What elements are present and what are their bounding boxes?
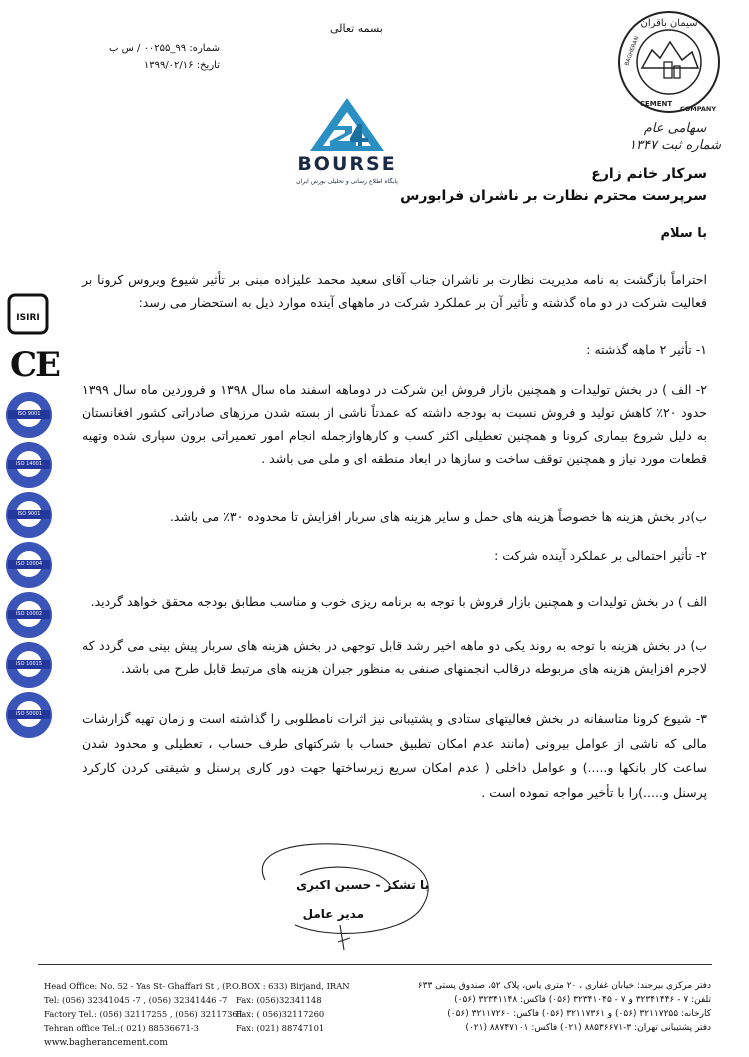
footer-persian xyxy=(366,979,711,1035)
bourse-brand: BOURSE xyxy=(297,153,397,175)
logo-top-text: سیمان باقران xyxy=(640,18,698,29)
isiri-text: ISIRI xyxy=(16,313,40,323)
isiri-logo xyxy=(6,292,58,340)
footer-english xyxy=(44,979,374,1035)
iso-badge-icon: ISO 9001 xyxy=(6,492,52,538)
greeting: با سلام xyxy=(660,226,707,241)
addressee xyxy=(307,163,707,207)
logo-company: COMPANY xyxy=(679,105,717,113)
section2-a: الف ) در بخش تولیدات و همچنین بازار فروش با توجه به برنامه ریزی خوب و مناسب مطابق بودجه محقق خواهد گردید. xyxy=(90,594,707,609)
footer-tel-en: Tel: (056) 32341045 -7 , (056) 32341446 -7 xyxy=(44,995,228,1005)
footer-tehran-fa: دفتر پشتیبانی تهران: ۳-۸۸۵۳۶۶۷۱ (۰۲۱) فاکس: ۸۸۷۴۷۱۰۱ (۰۲۱) xyxy=(465,1023,711,1033)
footer-fax-en: Fax: (056)32341148 xyxy=(236,995,322,1005)
footer-office-fa: دفتر مرکزی بیرجند: خیابان غفاری ، ۲۰ متری یاس، پلاک ۵۲، صندوق پستی ۶۳۳ xyxy=(417,981,711,991)
iso-badge-icon: ISO 10002 xyxy=(6,592,52,638)
reference-number: شماره: ۹۹_۰۰۲۵۵ / س ب xyxy=(109,43,220,54)
footer-tel-fa: تلفن: ۷ - ۳۲۳۴۱۴۴۶ و ۷ - ۳۲۳۴۱۰۴۵ (۰۵۶) فاکس: ۳۲۳۴۱۱۴۸ (۰۵۶) xyxy=(454,995,711,1005)
bourse-subtitle: پایگاه اطلاع رسانی و تحلیلی بورس ایران xyxy=(296,178,398,185)
iso-badge-icon: ISO 9001 xyxy=(6,392,52,438)
section1-title: ۱- تأثیر ۲ ماهه گذشته : xyxy=(586,342,707,357)
iso-badge-icon: ISO 50001 xyxy=(6,692,52,738)
iso-badge-icon: ISO 10015 xyxy=(6,642,52,688)
company-logo xyxy=(612,6,727,118)
signature-title: مدیر عامل xyxy=(302,907,364,921)
footer-factory-fa: کارخانه: ۳۲۱۱۷۲۵۵ (۰۵۶) و ۳۲۱۱۷۳۶۱ (۰۵۶) فاکس: ۳۲۱۱۷۲۶۰ (۰۵۶) xyxy=(447,1009,711,1019)
addressee-name: سرکار خانم زارع xyxy=(591,166,707,182)
basmala: بسمه تعالی xyxy=(330,22,383,35)
iso-badge-icon: ISO 14001 xyxy=(6,442,52,488)
section3: ۳- شیوع کرونا متاسفانه در بخش فعالیتهای ستادی و پشتیبانی نیز اثرات نامطلوبی را گذاشته است و زمان تهیه گزارشات مالی که ناشی از عوامل بیرونی (مانند عدم امکان تطبیق حساب با شرکتهای طرف حساب ، تعطیلی و محدود شدن ساعت کار بانکها و.....) و عوامل داخلی ( عدم امکان سریع زیرساختها جهت دور کاری پرسنل و شیفتی کردن کارکرد پرسنل و.....)را با تأخیر مواجه نموده است . xyxy=(82,711,707,800)
company-seal-icon xyxy=(612,6,727,118)
ce-mark: CE xyxy=(10,345,59,385)
registration xyxy=(620,120,730,154)
iso-badges xyxy=(6,392,58,742)
section1-a: ۲- الف ) در بخش تولیدات و همچنین بازار فروش این شرکت در دوماهه اسفند ماه سال ۱۳۹۸ و فروردین ماه سال ۱۳۹۹ حدود ۲۰٪ کاهش تولید و فروش نسبت به بودجه داشته که عمدتاً ناشی از بسته شدن مرزهای صادراتی کشور افغانستان به دلیل شروع بیماری کرونا و همچنین تعطیلی اکثر کسب و کارهاوازجمله انجام امور تعمیراتی برون سپاری شده وتهیه قطعات مورد نیاز و همچنین توقف ساخت و سازها در ابعاد منطقه ای و ملی می باشد . xyxy=(82,382,708,466)
footer-tehran-en: Tehran office Tel.:( 021) 88536671-3 xyxy=(44,1023,200,1033)
footer-divider xyxy=(38,964,712,965)
reference-date: تاریخ: ۱۳۹۹/۰۲/۱۶ xyxy=(143,60,220,71)
registration-number: شماره ثبت ۱۳۴۷ xyxy=(629,138,721,153)
footer-factory-en: Factory Tel.: (056) 32117255 , (056) 32117361 xyxy=(44,1009,244,1019)
addressee-title: سرپرست محترم نظارت بر ناشران فرابورس xyxy=(400,188,707,204)
signature-icon xyxy=(240,830,460,960)
section1-b: ب)در بخش هزینه ها خصوصاً هزینه های حمل و سایر هزینه های سربار افزایش تا محدوده ۳۰٪ می باشد. xyxy=(169,509,707,524)
footer-factory-fax-en: Fax: ( 056)32117260 xyxy=(236,1009,325,1019)
section2-b: ب) در بخش هزینه با توجه به روند یکی دو ماهه اخیر رشد قابل توجهی در بخش هزینه های سربار پیش بینی می گردد که لاجرم افزایش هزینه های مربوطه درقالب انجمنهای صنفی به منظور جبران هزینه های مرتبط قابل طرح می باشد. xyxy=(82,638,707,676)
logo-side-text: BAGHERAN xyxy=(624,35,641,67)
intro-paragraph: احتراماً بازگشت به نامه مدیریت نظارت بر ناشران جناب آقای سعید محمد علیزاده مبنی بر تأثیر شیوع ویروس کرونا بر فعالیت شرکت در دو ماه گذشته و تأثیر آن بر عملکرد شرکت در ماههای آینده موارد ذیل به استحضار می رسد: xyxy=(82,272,707,310)
section2-title: ۲- تأثیر احتمالی بر عملکرد آینده شرکت : xyxy=(494,548,707,563)
signature-thanks: با تشکر - حسین اکبری xyxy=(296,878,429,892)
reference-block xyxy=(70,40,220,74)
footer-website[interactable]: www.bagherancement.com xyxy=(44,1038,168,1048)
registration-type: سهامی عام xyxy=(643,121,707,136)
iso-badge-icon: ISO 10004 xyxy=(6,542,52,588)
logo-cement: CEMENT xyxy=(639,100,673,108)
isiri-icon xyxy=(6,292,50,336)
signature-scribble xyxy=(240,830,460,960)
footer-office-en: Head Office: No. 52 - Yas St- Ghaffari St , (P.O.BOX : 633) Birjand, IRAN xyxy=(44,981,350,991)
footer-tehran-fax-en: Fax: (021) 88747101 xyxy=(236,1023,325,1033)
